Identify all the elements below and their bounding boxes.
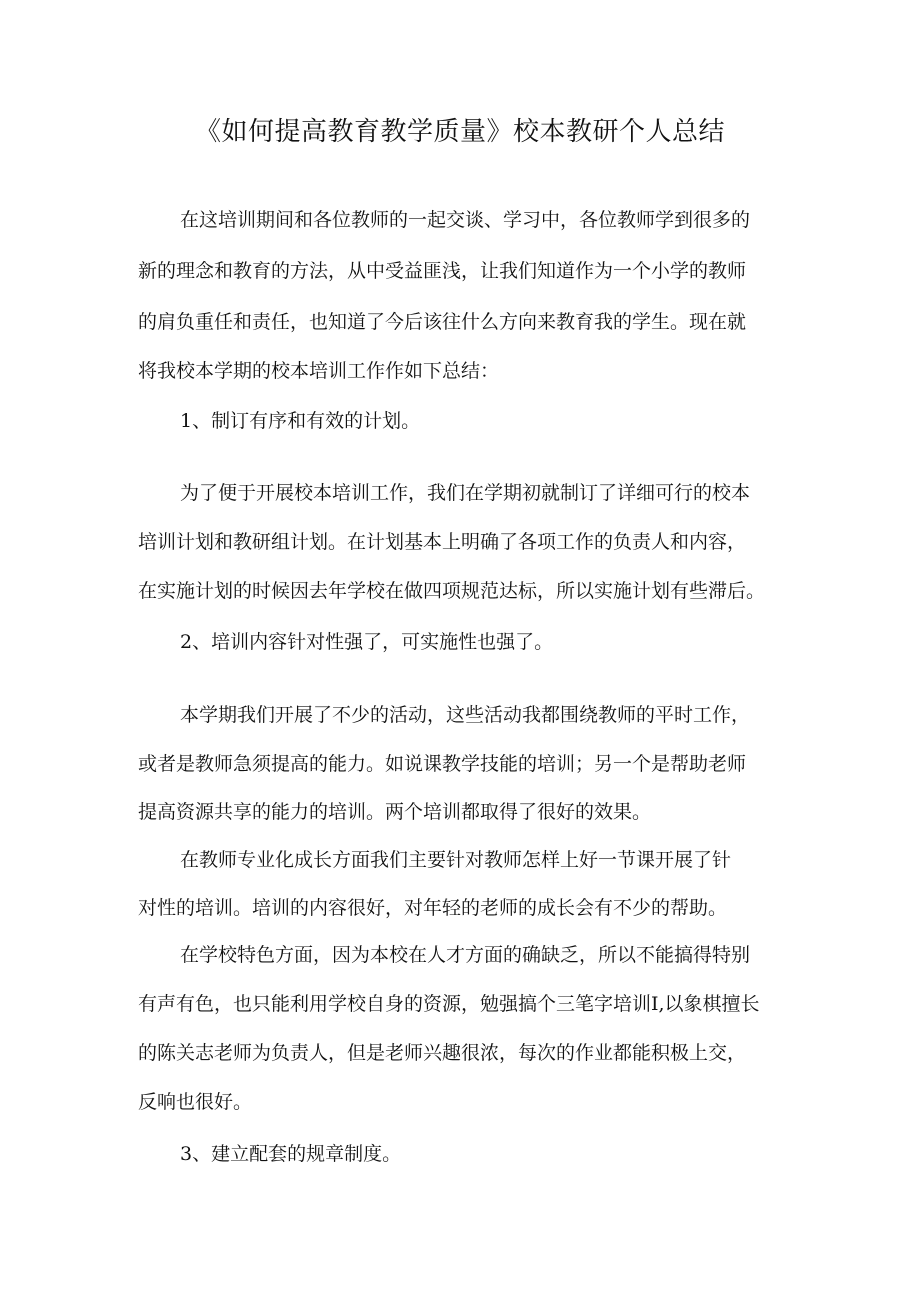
paragraph-line: 在学校特色方面，因为本校在人才方面的确缺乏，所以不能搞得特别	[180, 944, 751, 966]
section-heading: 3、建立配套的规章制度。	[180, 1143, 402, 1165]
paragraph-line: 在教师专业化成长方面我们主要针对教师怎样上好一节课开展了针	[180, 849, 732, 871]
paragraph-line: 提高资源共享的能力的培训。两个培训都取得了很好的效果。	[138, 801, 652, 823]
paragraph-line: 为了便于开展校本培训工作，我们在学期初就制订了详细可行的校本	[180, 482, 751, 504]
paragraph-line: 新的理念和教育的方法，从中受益匪浅，让我们知道作为一个小学的教师	[138, 260, 747, 282]
paragraph-line: 本学期我们开展了不少的活动，这些活动我都围绕教师的平时工作，	[180, 704, 751, 726]
paragraph-line: 有声有色，也只能利用学校自身的资源，勉强搞个三笔字培训I,以象棋擅长	[138, 993, 760, 1015]
paragraph-line: 培训计划和教研组计划。在计划基本上明确了各项工作的负责人和内容，	[138, 531, 747, 553]
document-title: 《如何提高教育教学质量》校本教研个人总结	[194, 117, 725, 147]
paragraph-line: 在实施计划的时候因去年学校在做四项规范达标，所以实施计划有些滞后。	[138, 580, 766, 602]
paragraph-line: 对性的培训。培训的内容很好，对年轻的老师的成长会有不少的帮助。	[138, 897, 728, 919]
paragraph-line: 将我校本学期的校本培训工作作如下总结：	[138, 360, 500, 382]
paragraph-line: 的陈关志老师为负责人，但是老师兴趣很浓，每次的作业都能积极上交，	[138, 1042, 747, 1064]
section-heading: 1、制订有序和有效的计划。	[180, 410, 421, 432]
paragraph-line: 在这培训期间和各位教师的一起交谈、学习中，各位教师学到很多的	[180, 209, 751, 231]
section-heading: 2、培训内容针对性强了，可实施性也强了。	[180, 631, 554, 653]
paragraph-line: 的肩负重任和责任，也知道了今后该往什么方向来教育我的学生。现在就	[138, 311, 747, 333]
paragraph-line: 反响也很好。	[138, 1091, 253, 1113]
paragraph-line: 或者是教师急须提高的能力。如说课教学技能的培训；另一个是帮助老师	[138, 753, 747, 775]
